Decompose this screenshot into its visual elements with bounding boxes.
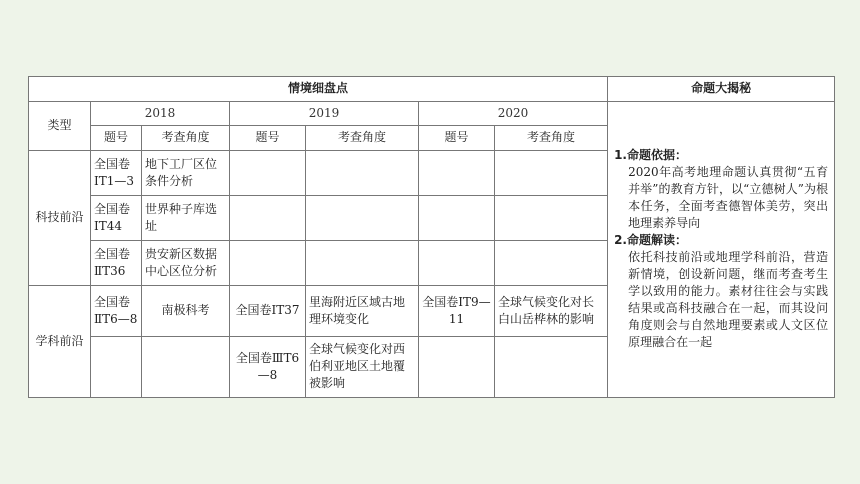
cell-code	[230, 195, 306, 240]
cell-code	[419, 240, 495, 285]
cell-angle: 贵安新区数据中心区位分析	[142, 240, 230, 285]
cell-angle	[306, 195, 419, 240]
cell-angle	[495, 240, 608, 285]
cell-angle: 世界种子库选址	[142, 195, 230, 240]
cell-code: 全国卷ⅠT37	[230, 285, 306, 336]
content-area	[28, 76, 834, 398]
cell-code	[419, 195, 495, 240]
right-section-title: 命题大揭秘	[608, 77, 835, 102]
angle-header-2018: 考查角度	[142, 126, 230, 151]
cell-angle	[495, 150, 608, 195]
code-header-2020: 题号	[419, 126, 495, 151]
cell-code	[419, 150, 495, 195]
cell-angle: 全球气候变化对西伯利亚地区土地覆被影响	[306, 336, 419, 397]
cell-angle: 南极科考	[142, 285, 230, 336]
cell-angle: 地下工厂区位条件分析	[142, 150, 230, 195]
cell-code	[230, 240, 306, 285]
basis-section	[614, 147, 828, 232]
cell-code	[91, 336, 142, 397]
group-label-tech: 科技前沿	[29, 150, 91, 285]
cell-angle	[142, 336, 230, 397]
group-label-discipline: 学科前沿	[29, 285, 91, 398]
basis-body: 2020年高考地理命题认真贯彻“五育并举”的教育方针，以“立德树人”为根本任务，全面考查德智体美劳，突出地理素养导向	[628, 165, 829, 231]
interpretation-section	[614, 232, 828, 351]
cell-angle	[495, 195, 608, 240]
analysis-panel	[608, 101, 835, 397]
cell-code: 全国卷ⅠT44	[91, 195, 142, 240]
cell-angle	[306, 150, 419, 195]
cell-code: 全国卷ⅡT36	[91, 240, 142, 285]
cell-code: 全国卷ⅠT9—11	[419, 285, 495, 336]
cell-code: 全国卷ⅡT6—8	[91, 285, 142, 336]
code-header-2019: 题号	[230, 126, 306, 151]
interpretation-title: 2.命题解读：	[614, 233, 687, 248]
cell-angle: 全球气候变化对长白山岳桦林的影响	[495, 285, 608, 336]
cell-code	[419, 336, 495, 397]
code-header-2018: 题号	[91, 126, 142, 151]
cell-angle	[495, 336, 608, 397]
year-2018-header: 2018	[91, 101, 230, 126]
summary-table	[28, 76, 835, 398]
year-2019-header: 2019	[230, 101, 419, 126]
type-header: 类型	[29, 101, 91, 150]
cell-code: 全国卷ⅢT6—8	[230, 336, 306, 397]
cell-code: 全国卷ⅠT1—3	[91, 150, 142, 195]
angle-header-2020: 考查角度	[495, 126, 608, 151]
left-section-title: 情境细盘点	[29, 77, 608, 102]
year-2020-header: 2020	[419, 101, 608, 126]
basis-title: 1.命题依据：	[614, 148, 687, 163]
cell-code	[230, 150, 306, 195]
angle-header-2019: 考查角度	[306, 126, 419, 151]
cell-angle: 里海附近区域古地理环境变化	[306, 285, 419, 336]
interpretation-body: 依托科技前沿或地理学科前沿，营造新情境，创设新问题，继而考查考生学以致用的能力。素材往往会与实践结果或高科技融合在一起，而其设问角度则会与自然地理要素或人文区位原理融合在一起	[628, 250, 829, 350]
cell-angle	[306, 240, 419, 285]
